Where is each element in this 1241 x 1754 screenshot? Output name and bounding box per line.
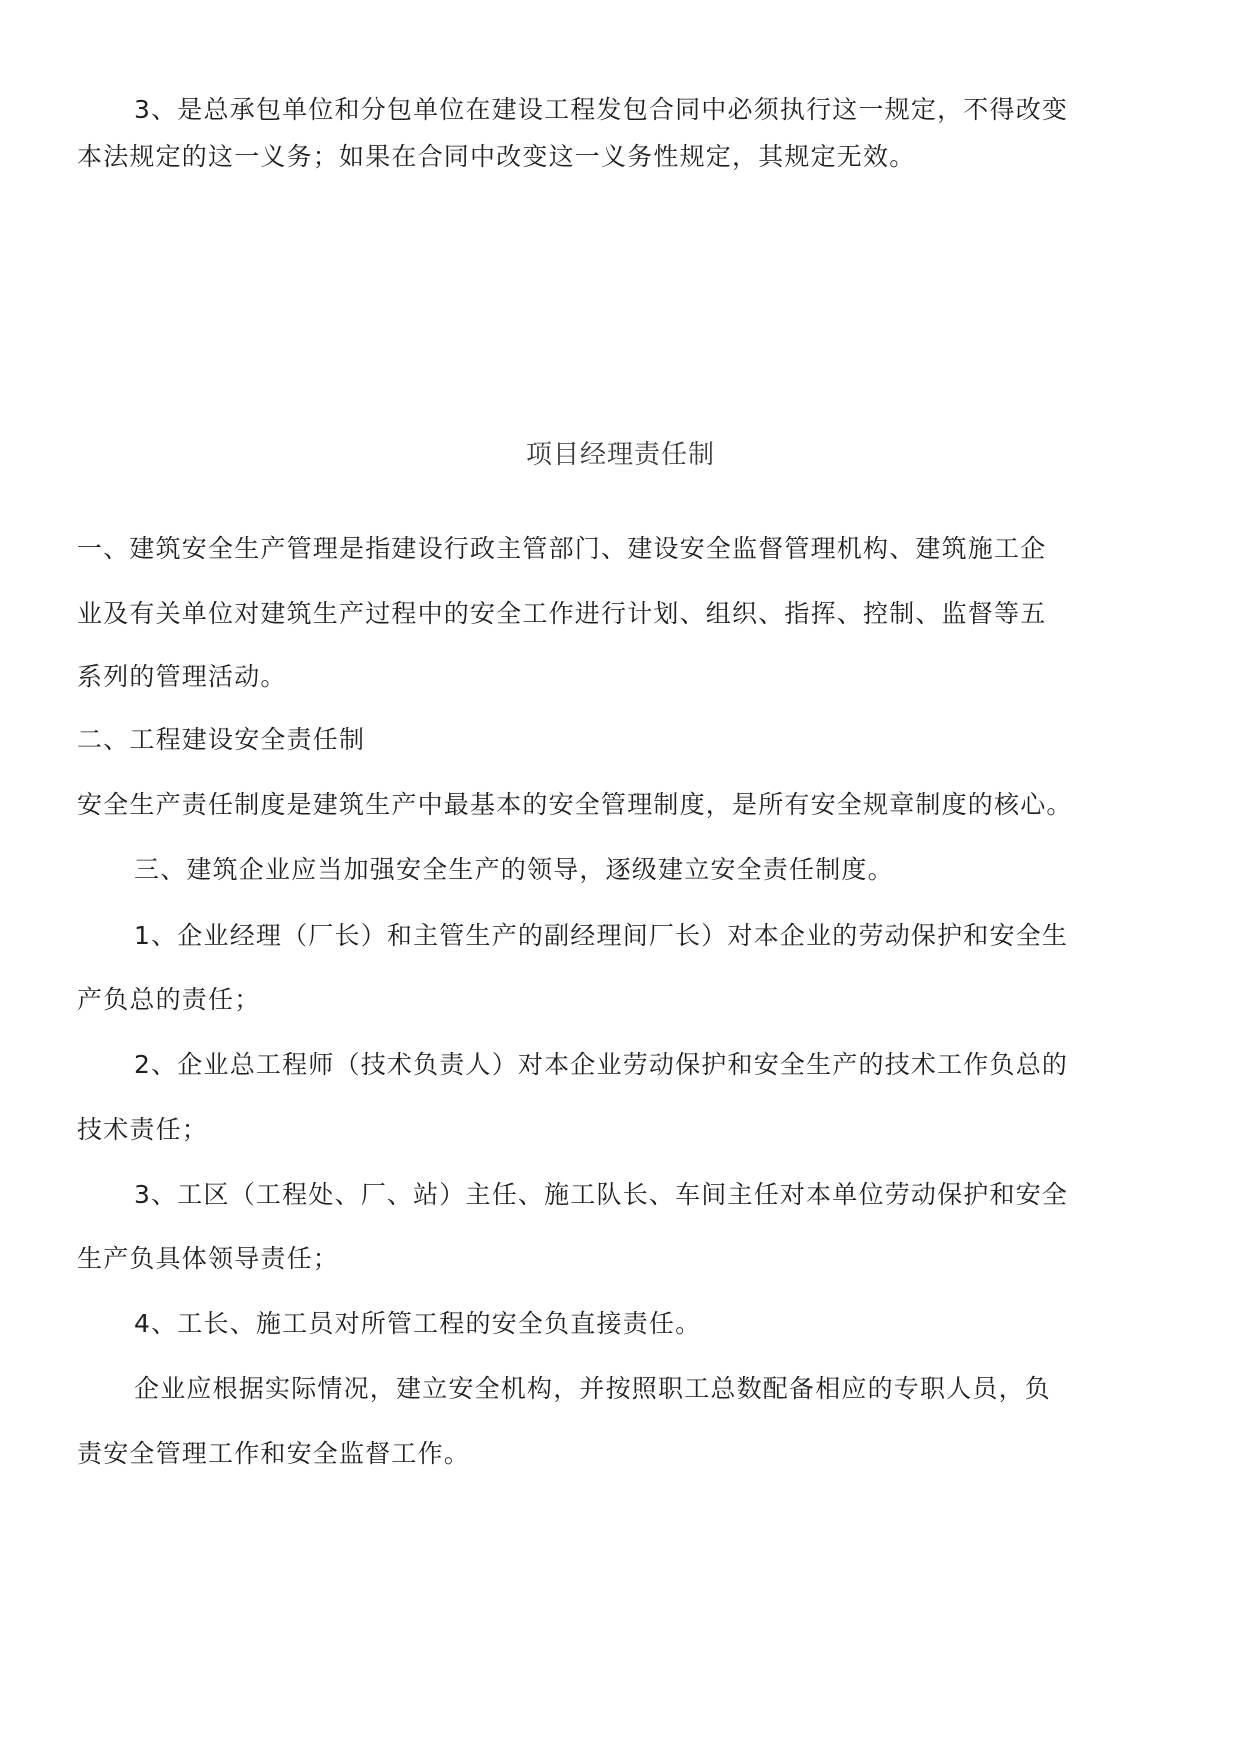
paragraph-line: 三、建筑企业应当加强安全生产的领导，逐级建立安全责任制度。 — [134, 855, 894, 884]
paragraph-line: 产负总的责任； — [77, 985, 261, 1014]
paragraph-line: 3、是总承包单位和分包单位在建设工程发包合同中必须执行这一规定，不得改变 — [134, 95, 1069, 124]
paragraph-line: 3、工区（工程处、厂、站）主任、施工队长、车间主任对本单位劳动保护和安全 — [134, 1180, 1069, 1209]
paragraph-line: 本法规定的这一义务；如果在合同中改变这一义务性规定，其规定无效。 — [77, 142, 916, 171]
section-title: 项目经理责任制 — [525, 440, 715, 470]
paragraph-line: 企业应根据实际情况，建立安全机构，并按照职工总数配备相应的专职人员，负 — [134, 1374, 1052, 1403]
paragraph-line: 责安全管理工作和安全监督工作。 — [77, 1439, 471, 1468]
paragraph-line: 2、企业总工程师（技术负责人）对本企业劳动保护和安全生产的技术工作负总的 — [134, 1050, 1069, 1079]
paragraph-line: 一、建筑安全生产管理是指建设行政主管部门、建设安全监督管理机构、建筑施工企 — [77, 534, 1047, 563]
paragraph-line: 4、工长、施工员对所管工程的安全负直接责任。 — [134, 1309, 702, 1338]
paragraph-line: 系列的管理活动。 — [77, 662, 287, 691]
paragraph-line: 技术责任； — [77, 1115, 209, 1144]
paragraph-line: 业及有关单位对建筑生产过程中的安全工作进行计划、组织、指挥、控制、监督等五 — [77, 599, 1047, 628]
paragraph-line: 安全生产责任制度是建筑生产中最基本的安全管理制度，是所有安全规章制度的核心。 — [77, 790, 1073, 819]
paragraph-line: 二、工程建设安全责任制 — [77, 725, 366, 754]
paragraph-line: 1、企业经理（厂长）和主管生产的副经理间厂长）对本企业的劳动保护和安全生 — [134, 921, 1069, 950]
paragraph-line: 生产负具体领导责任； — [77, 1244, 340, 1273]
